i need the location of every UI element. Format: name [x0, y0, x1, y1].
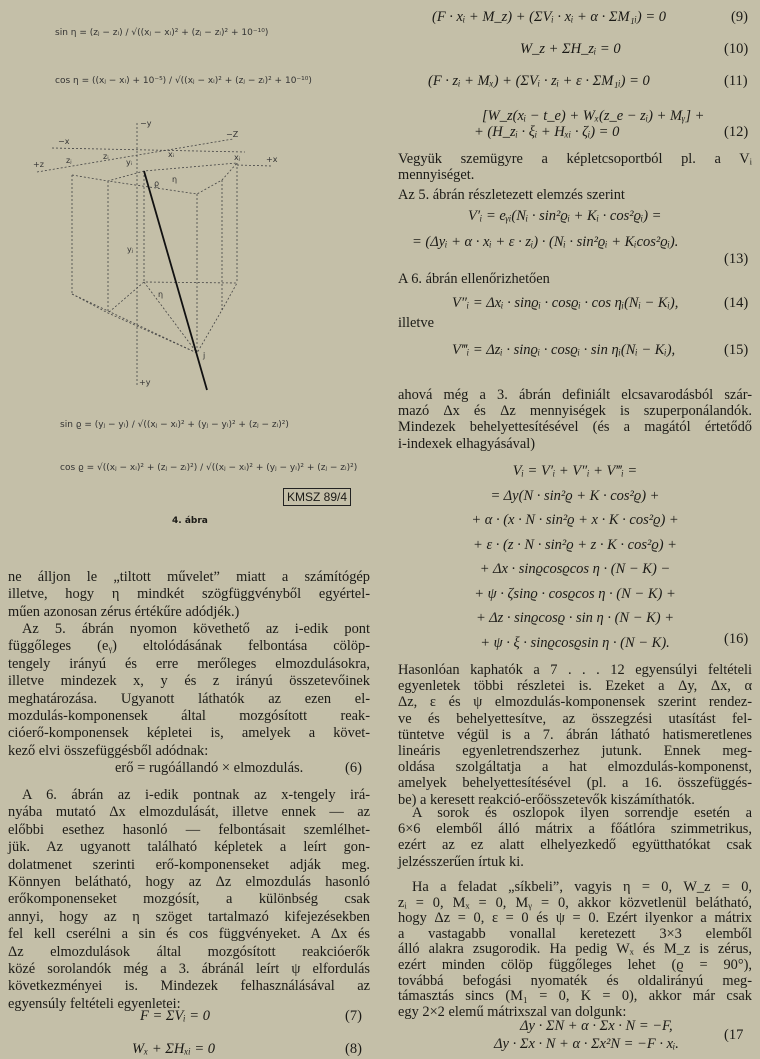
box-bottom [72, 282, 237, 353]
equation-7-number: (7) [345, 1008, 362, 1024]
text-line: mennyiséget. [398, 167, 475, 184]
text-line: jelzésszerűen írtuk ki. [398, 853, 524, 870]
equation-7: F = ΣVᵢ = 0 [140, 1008, 210, 1024]
left-paragraph-1 [8, 569, 370, 621]
equation-14-number: (14) [724, 295, 749, 311]
text-line: + ψ · ξ · sinϱcosϱsin η · (N − K). [480, 634, 670, 651]
text-line: tengely irányú és erre merőleges elmozdulásokra, [8, 655, 370, 672]
text-line: ahová még a 3. ábrán definiált elcsavarodásból szár- [398, 387, 752, 403]
label-neg-y: −y [140, 119, 152, 128]
equation-15: V‴ᵢ = Δzᵢ · sinϱᵢ · cosϱᵢ · sin ηᵢ(Nᵢ − Kᵢ), [452, 342, 676, 358]
text-line: mozdulás-komponensek által mozgósított reak- [8, 708, 370, 725]
equation-6: erő = rugóállandó × elmozdulás. [115, 760, 304, 776]
text-line: hogy Δz = 0, ε = 0 és ψ = 0. Ezért ilyenkor a mátrix [398, 910, 752, 927]
label-eta: η [172, 175, 178, 184]
text-line: oldása szolgáltatja a hat elmozdulás-komponenst, [398, 759, 752, 776]
text-line: 6×6 elemből álló mátrix a főátlóra szimmetrikus, [398, 821, 752, 838]
equation-17-line-1: Δy · ΣN + α · Σx · N = −F, [520, 1018, 673, 1034]
text-line: Az 5. ábrán részletezett elemzés szerint [398, 187, 625, 203]
text-line: jük. Az ugyanott található képletek a leírt gon- [8, 839, 370, 856]
label-pos-y: +y [139, 378, 151, 387]
equation-16-number: (16) [724, 631, 749, 647]
right-paragraph-7 [398, 805, 752, 870]
text-line: dolatmenet szerinti erő-komponenseket adják meg. [8, 856, 370, 873]
text-line: egy 2×2 elemű mátrixszal van dolgunk: [398, 1003, 627, 1020]
text-line: ne álljon le „tiltott művelet” miatt a számítógép [8, 569, 370, 585]
equation-11: (F · zᵢ + Mₓ) + (ΣVᵢ · zᵢ + ε · ΣM₁ᵢ) = 0 [428, 73, 650, 89]
equation-10-number: (10) [724, 41, 749, 57]
text-line: zᵢ = 0, Mₓ = 0, Mᵧ = 0, akkor közvetlenül belátható, [398, 894, 752, 911]
text-line: illetve [398, 315, 434, 331]
equation-16 [440, 459, 710, 655]
label-pos-z: +z [33, 160, 44, 169]
text-line: A 6. ábrán ellenőrizhetően [398, 271, 550, 287]
label-xi: xᵢ [168, 150, 175, 159]
label-neg-x: −x [58, 137, 70, 146]
label-zj: zⱼ [66, 156, 72, 165]
label-xj: xⱼ [234, 153, 241, 162]
text-line: = Δy(N · sin²ϱ + K · cos²ϱ) + [490, 487, 660, 504]
right-paragraph-4 [398, 315, 752, 331]
text-line: Δz elmozdulások által mozgósított reakcióerők [8, 943, 370, 960]
formula-cos-rho: cos ϱ = √((xⱼ − xᵢ)² + (zⱼ − zᵢ)²) / √((xⱼ − xᵢ)² + (yⱼ − yᵢ)² + (zⱼ − zᵢ)²) [60, 463, 358, 473]
text-line: Könnyen belátható, hogy az Δz elmozdulás hasonló [8, 874, 370, 891]
figure-caption: 4. ábra [172, 516, 208, 526]
pile-axis [144, 171, 207, 390]
label-eta-bottom: η [158, 290, 164, 299]
right-paragraph-8 [398, 880, 752, 1020]
label-rho: ϱ [154, 179, 160, 188]
text-line: a vastagabb vonallal keretezett 3×3 elemből [398, 925, 752, 942]
text-line: erőkomponenseket mozgósít, a különbség csak [8, 891, 370, 908]
text-line: ezért az ez alatt elhelyezkedő együtthatókat csak [398, 837, 752, 854]
text-line: illetve mindezek x, y és z irányú összetevőinek [8, 673, 370, 690]
text-line: következményei is. Mindezek felhasználásával az [8, 978, 370, 995]
equation-10: W_z + ΣH_zᵢ = 0 [520, 41, 621, 57]
right-paragraph-6 [398, 662, 752, 808]
label-yi: yᵢ [126, 158, 133, 167]
text-line: Hasonlóan kaphatók a 7 . . . 12 egyensúlyi feltételi [398, 662, 752, 678]
text-line: Mindezek behelyettesítésével (és a magától értetődő [398, 419, 752, 436]
label-zi: zᵢ [103, 152, 109, 161]
text-line: közé sorolandók még a 3. ábránál leírt ψ elfordulás [8, 961, 370, 978]
text-line: + Δz · sinϱcosϱ · sin η · (N − K) + [475, 610, 675, 626]
right-paragraph-2 [398, 187, 752, 203]
text-line: A 6. ábrán az i-edik pontnak az x-tengely irá- [22, 787, 370, 803]
text-line: előbbi esethez hasonló — felbontásait szemlélhet- [8, 821, 370, 838]
equation-12-number: (12) [724, 124, 749, 140]
text-line: ve és behelyettesítve, az összegzési utasítást fel- [398, 710, 752, 727]
text-line: Vegyük szemügyre a képletcsoportból pl. a Vᵢ [398, 151, 752, 167]
right-paragraph-5 [398, 387, 752, 452]
equation-13-line-1: V′ᵢ = eᵧᵢ(Nᵢ · sin²ϱᵢ + Kᵢ · cos²ϱᵢ) = [468, 208, 662, 224]
pile-geometry-figure [0, 0, 380, 400]
text-line: cióerő-komponensek képletei is, amelyek a követ- [8, 725, 370, 742]
equation-8: Wₓ + ΣHₓᵢ = 0 [132, 1041, 216, 1057]
formula-sin-eta: sin η = (zⱼ − zᵢ) / √((xⱼ − xᵢ)² + (zⱼ − zᵢ)² + 10⁻¹⁰) [55, 28, 269, 38]
text-line: tüntetve végül is a 7. ábrán látható hatismeretlenes [398, 726, 752, 743]
text-line: annyi, hogy az η szöget tartalmazó kifejezésekben [8, 908, 370, 925]
formula-cos-eta: cos η = ((xⱼ − xᵢ) + 10⁻⁵) / √((xⱼ − xᵢ)² + (zⱼ − zᵢ)² + 10⁻¹⁰) [55, 76, 312, 86]
equation-15-number: (15) [724, 342, 749, 358]
text-line: Vᵢ = V′ᵢ + V″ᵢ + V‴ᵢ = [512, 463, 638, 479]
text-line: + ε · (z · N · sin²ϱ + z · K · cos²ϱ) + [473, 536, 677, 553]
left-paragraph-2 [8, 621, 370, 760]
text-line: továbbá befogási nyomaték és oldalirányú meg- [398, 972, 752, 989]
text-line: meghatározása. Ugyanott láthatók az ezen el- [8, 690, 370, 707]
equation-9-number: (9) [731, 9, 748, 25]
text-line: i-indexek elhagyásával) [398, 435, 536, 452]
equation-8-number: (8) [345, 1041, 362, 1057]
label-yj: yⱼ [127, 245, 134, 254]
text-line: lineáris egyenletrendszerhez jutunk. Ennek meg- [398, 743, 752, 760]
equation-13-number: (13) [724, 251, 749, 267]
text-line: álló alakra zsugorodik. Ha pedig Wₓ és M_z is zérus, [398, 941, 752, 958]
x-axis-pos [237, 165, 272, 166]
label-pos-x: +x [266, 155, 278, 164]
text-line: nyába mutató Δx elmozdulását, illetve ennek — az [8, 804, 370, 821]
text-line: + Δx · sinϱcosϱcos η · (N − K) − [479, 561, 671, 577]
equation-6-number: (6) [345, 760, 362, 776]
equation-9: (F · xᵢ + M_z) + (ΣVᵢ · xᵢ + α · ΣM₁ᵢ) = 0 [432, 9, 667, 25]
left-paragraph-3 [8, 787, 370, 1013]
figure-code-box: KMSZ 89/4 [283, 488, 351, 506]
text-line: műen azonosan zérus értékűre adódjék.) [8, 603, 240, 620]
right-paragraph-1 [398, 151, 752, 183]
equation-14: V″ᵢ = Δxᵢ · sinϱᵢ · cosϱᵢ · cos ηᵢ(Nᵢ − Kᵢ), [452, 295, 679, 311]
equation-17-number: (17 [724, 1027, 744, 1043]
label-j: j [203, 351, 206, 360]
text-line: + ψ · ζsinϱ · cosϱcos η · (N − K) + [474, 585, 676, 602]
text-line: Az 5. ábrán nyomon követhető az i-edik pont [22, 621, 370, 637]
formula-sin-rho: sin ϱ = (yⱼ − yᵢ) / √((xⱼ − xᵢ)² + (yⱼ − yᵢ)² + (zⱼ − zᵢ)²) [60, 420, 289, 430]
text-line: amelyek behelyettesítésével (pl. a 16. összefüggés- [398, 775, 752, 792]
equation-11-number: (11) [724, 73, 748, 89]
x-axis-neg [52, 148, 245, 152]
text-line: egyenletek többi részletei is. Ezeket a Δy, Δx, α [398, 678, 752, 695]
text-line: illetve, hogy η mindkét szögfüggvényből egyértel- [8, 586, 370, 603]
text-line: kező elvi összefüggésből adódnak: [8, 742, 209, 759]
text-line: támasztás sincs (M₁ = 0, K = 0), akkor már csak [398, 988, 752, 1005]
text-line: A sorok és oszlopok ilyen sorrendje esetén a [412, 805, 752, 821]
text-line: + α · (x · N · sin²ϱ + x · K · cos²ϱ) + [471, 512, 679, 528]
text-line: be) a keresett reakció-erőösszetevők kiszámíthatók. [398, 791, 695, 808]
text-line: függőleges (eᵧ) eltolódásának felbontása cölöp- [8, 638, 370, 655]
text-line: ezért minden cölöp függőleges lehet (ϱ = 90°), [398, 956, 752, 973]
equation-12-line-2: + (H_zᵢ · ξᵢ + Hₓᵢ · ζᵢ) = 0 [474, 124, 620, 140]
text-line: fel kell cserélni a sin és cos függvényeket. A Δx és [8, 926, 370, 943]
text-line: Δz, ε és ψ elmozdulás-komponensek szerint rendez- [398, 694, 752, 711]
text-line: mazó Δx és Δz mennyiségek is szuperponálandók. [398, 403, 752, 420]
text-line: egyensúly feltételi egyenletei: [8, 995, 181, 1012]
text-line: Ha a feladat „síkbeli”, vagyis η = 0, W_z = 0, [412, 879, 752, 895]
label-neg-z: −Z [226, 130, 239, 139]
right-paragraph-3 [398, 271, 752, 287]
equation-13-line-2: = (Δyᵢ + α · xᵢ + ε · zᵢ) · (Nᵢ · sin²ϱᵢ + Kᵢcos²ϱᵢ). [412, 234, 679, 250]
equation-17-line-2: Δy · Σx · N + α · Σx²N = −F · xᵢ. [494, 1036, 679, 1052]
equation-12-line-1: [W_z(xᵢ − t_e) + Wₓ(z_e − zᵢ) + Mᵧ] + [482, 108, 705, 124]
